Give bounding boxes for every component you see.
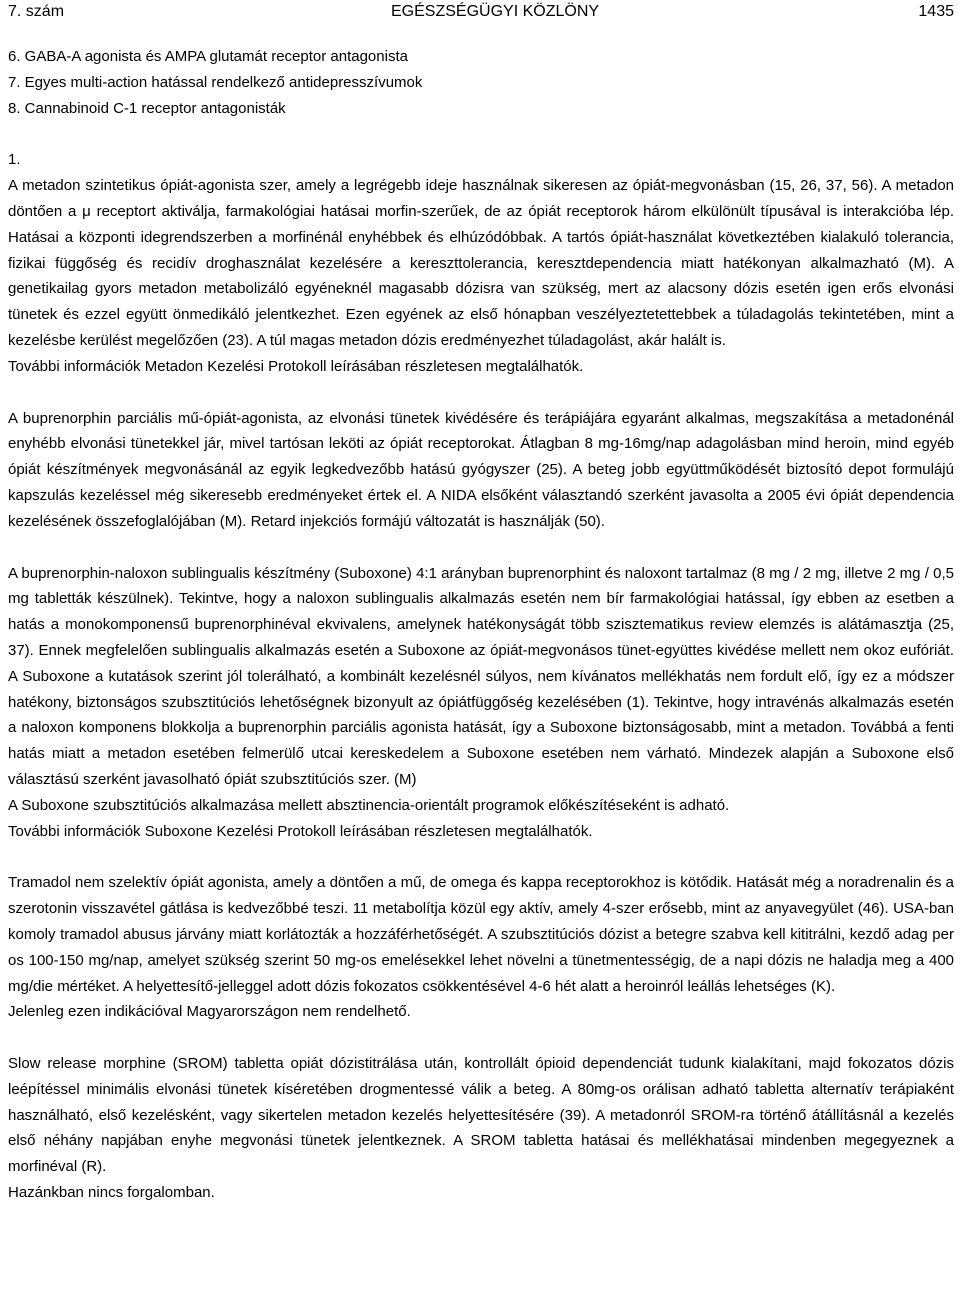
methadone-protocol-note: További információk Metadon Kezelési Protokoll leírásában részletesen megtalálhatók. <box>8 357 584 375</box>
suboxone-protocol-note: További információk Suboxone Kezelési Protokoll leírásában részletesen megtalálhatók. <box>8 822 593 840</box>
srom-availability-note: Hazánkban nincs forgalomban. <box>8 1184 215 1202</box>
page-header <box>8 0 954 24</box>
suboxone-abstinence-note: A Suboxone szubsztitúciós alkalmazása mellett absztinencia-orientált programok előkészítéseként is adható. <box>8 796 730 814</box>
list-item: 7. Egyes multi-action hatással rendelkező antidepresszívumok <box>8 73 423 91</box>
page-number: 1435 <box>918 3 954 20</box>
issue-number: 7. szám <box>8 3 65 20</box>
list-item: 8. Cannabinoid C-1 receptor antagonisták <box>8 99 286 117</box>
tramadol-paragraph: Tramadol nem szelektív ópiát agonista, amely a döntően a mű, de omega és kappa receptorokhoz is kötődik. Hatását még a noradrenalin és a szerotonin visszavétel gátlása is kedvezőbbé teszi. 11 metabolítja közül egy aktív, amely 4-szer erősebb, mint az anyavegyület (46). USA-ban komoly tramadol abusus járvány miatt korlátozták a hozzáférhetőségét. A szubsztitúciós dózist a betegre szabva kell kititrálni, kezdő adag per os 100-150 mg/nap, amelyet szükség szerint 50 mg-os emelésekkel lehet növelni a tünetmentességig, de a napi dózis ne haladja meg a 400 mg/die mértéket. A helyettesítő-jelleggel adott dózis fokozatos csökkentésével 4-6 hét alatt a heroinról leállás lehetséges (K). <box>8 874 954 995</box>
spacer <box>8 121 954 147</box>
journal-title: EGÉSZSÉGÜGYI KÖZLÖNY <box>391 3 600 20</box>
spacer <box>8 844 954 870</box>
methadone-paragraph: A metadon szintetikus ópiát-agonista szer, amely a legrégebb ideje használnak sikeresen az ópiát-megvonásban (15, 26, 37, 56). A metadon döntően a μ receptort aktiválja, farmakológiai hatásai morfin-szerűek, de az ópiát receptorok három elkülönült típusával is interakcióba lép. Hatásai a központi idegrendszerben a morfinénál enyhébbek és elhúzódóbbak. A tartós ópiát-használat következtében kialakuló tolerancia, fizikai függőség és recidív droghasználat kezelésére a kereszttolerancia, keresztdependencia miatt hatékonyan alkalmazható (M). A genetikailag gyors metadon metabolizáló egyéneknél magasabb dózisra van szükség, mert az alacsony dózis esetén igen erős elvonási tünetek és ezzel együtt önmedikáló jelentkezhet. Ezen egyének az első hónapban veszélyeztetettebbek a túladagolás tekintetében, mint a kezelésbe kerülést megelőzően (23). A túl magas metadon dózis eredményezhet túladagolást, akár halált is. <box>8 177 954 349</box>
suboxone-paragraph: A buprenorphin-naloxon sublingualis készítmény (Suboxone) 4:1 arányban buprenorphint és naloxont tartalmaz (8 mg / 2 mg, illetve 2 mg / 0,5 mg tabletták készülnek). Tekintve, hogy a naloxon sublingualis alkalmazás esetén nem bír farmakológiai hatással, így ebben az esetben a hatás a monokomponensű buprenorphinéval ekvivalens, amelynek hatékonyságát több szisztematikus review elemzés is alátámasztja (25, 37). Ennek megfelelően sublingualis alkalmazás esetén a Suboxone az ópiát-megvonásos tünet-együttes kivédése mellett nem okoz eufóriát. A Suboxone a kutatások szerint jól tolerálható, a kombinált kezelésnél súlyos, nem kívánatos mellékhatás nem fordult elő, így ez a módszer hatékony, biztonságos szubsztitúciós lehetőségnek bizonyult az ópiátfüggőség kezelésében (1). Tekintve, hogy intravénás alkalmazás esetén a naloxon komponens blokkolja a buprenorphin parciális agonista hatását, így a Suboxone biztonságosabb, mint a metadon. Továbbá a fenti hatás miatt a metadon esetében felmerülő utcai kereskedelem a Suboxone esetében nem várható. Mindezek alapján a Suboxone első választású szerként javasolható ópiát szubsztitúciós szer. (M) <box>8 564 954 788</box>
section-number: 1. <box>8 151 21 169</box>
spacer <box>8 535 954 561</box>
spacer <box>8 380 954 406</box>
spacer <box>8 1025 954 1051</box>
buprenorphine-paragraph: A buprenorphin parciális mű-ópiát-agonista, az elvonási tünetek kivédésére és terápiájára egyaránt alkalmas, megszakítása a metadonénál enyhébb elvonási tünetekkel jár, mivel tartósan leköti az ópiát receptorokat. Átlagban 8 mg-16mg/nap adagolásban mind heroin, mind egyéb ópiát készítmények megvonásánál az egyik legkedvezőbb hatású gyógyszer (25). A beteg jobb együttműködését biztosító depot formulájú kapszulás kezeléssel még sikeresebb eredményeket értek el. A NIDA elsőként választandó szerként javasolta a 2005 évi ópiát dependencia kezelésének összefoglalójában (M). Retard injekciós formájú változatát is használják (50). <box>8 409 954 530</box>
srom-paragraph: Slow release morphine (SROM) tabletta opiát dózistitrálása után, kontrollált ópioid dependenciát tudunk kialakítani, majd fokozatos dózis leépítéssel minimális elvonási tünetek kíséretében drogmentessé válik a beteg. A 80mg-os orálisan adható tabletta alternatív terápiaként használható, első kezelésként, vagy sikertelen metadon kezelés helyettesítésére (39). A metadonról SROM-ra történő átállításnál a kezelés első néhány napjában enyhe megvonási tünetek jelentkeznek. A SROM tabletta hatásai és mellékhatásai mindenben megegyeznek a morfinéval (R). <box>8 1055 954 1176</box>
page-body <box>8 44 954 1206</box>
list-item: 6. GABA-A agonista és AMPA glutamát receptor antagonista <box>8 48 408 65</box>
tramadol-availability-note: Jelenleg ezen indikációval Magyarországon nem rendelhető. <box>8 1003 411 1021</box>
